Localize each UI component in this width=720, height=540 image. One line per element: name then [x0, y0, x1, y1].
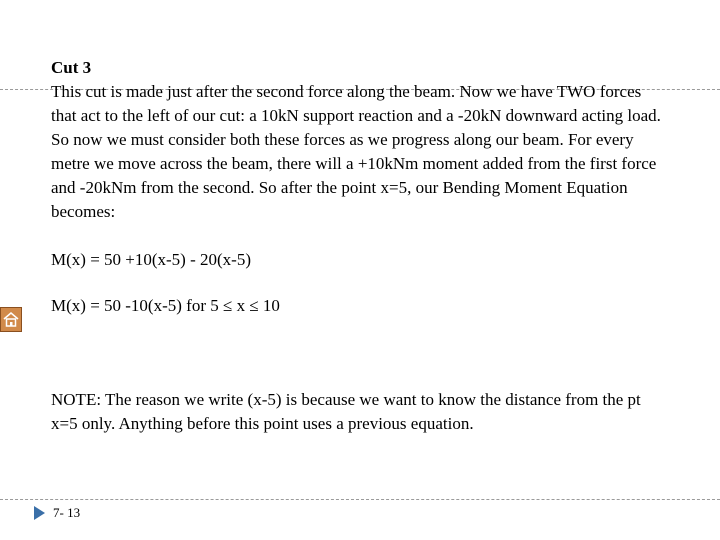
note-text: NOTE: The reason we write (x-5) is because we want to know the distance from the pt x=5 only. Anything before this point uses a previous equation.: [51, 390, 641, 433]
triangle-bullet-icon: [34, 506, 45, 520]
slide-paragraph: This cut is made just after the second force along the beam. Now we have TWO forces that act to the left of our cut: a 10kN support reaction and a -20kN downward acting load. So now we must consider both these forces as we progress along our beam. For every metre we move across the beam, there will a +10kNm moment added from the first force and -20kNm from the second. So after the point x=5, our Bending Moment Equation becomes:: [51, 82, 661, 221]
home-button[interactable]: [0, 307, 22, 332]
equation-2: M(x) = 50 -10(x-5) for 5 ≤ x ≤ 10: [51, 296, 280, 315]
footer: [34, 505, 80, 521]
bottom-divider: [0, 499, 720, 500]
home-icon: [3, 311, 19, 328]
equation-1: M(x) = 50 +10(x-5) - 20(x-5): [51, 250, 251, 269]
slide-title: Cut 3: [51, 58, 92, 77]
slide-content: [51, 56, 666, 436]
page-number: 7- 13: [53, 505, 81, 520]
